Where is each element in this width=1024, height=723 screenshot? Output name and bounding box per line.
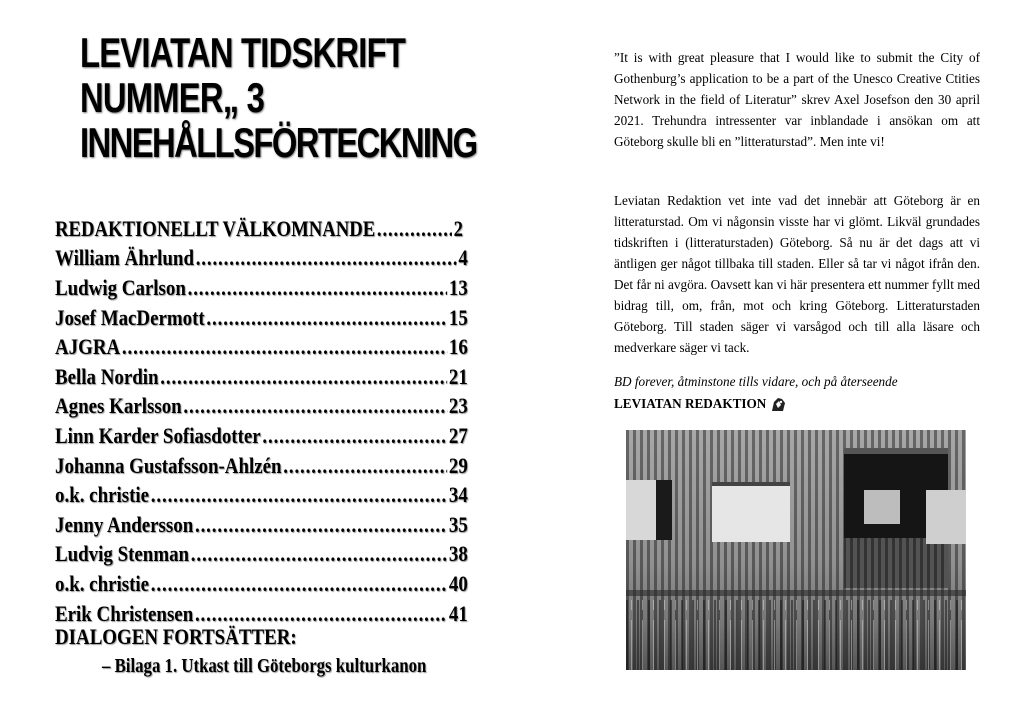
toc-entry-page: 21 [448,363,468,389]
toc-leader-dots [196,245,457,271]
signoff-editors-label: LEVIATAN REDAKTION [614,396,767,411]
toc-entry [55,362,468,392]
toc-entry-title: Ludvig Stenman [55,541,190,567]
toc-entry [55,332,468,362]
page-title [80,29,477,166]
toc-entry-page: 35 [448,511,468,537]
toc-leader-dots [151,482,447,508]
dialog-subheading: – Bilaga 1. Utkast till Göteborgs kulturkanon [102,655,427,677]
toc-entry-title: Josef MacDermott [55,304,205,330]
toc-entry-page: 2 [453,215,463,241]
toc-entry-page: 34 [448,482,468,508]
toc-entry [55,273,468,303]
toc-leader-dots [160,364,447,390]
toc-leader-dots [195,512,447,538]
toc-leader-dots [151,571,447,597]
toc-entry [55,421,468,451]
body-paragraph: Leviatan Redaktion vet inte vad det innebär att Göteborg är en litteraturstad. Om vi någonsin visste har vi glömt. Likväl grundades tidskriften i (litteraturstaden) Göteborg. Så nu är det dags att vi äntligen ger något tillbaka till staden. Eller så tar vi något ifrån den. Det får ni avgöra. Oavsett kan vi här presentera ett nummer fyllt med bidrag till, om, från, mot och kring Göteborg. Litteraturstaden Göteborg. Till staden säger vi varsågod och till alla läsare och medverkare säger vi tack. [614,193,980,355]
toc-entry-page: 27 [448,422,468,448]
table-of-contents [55,214,475,628]
toc-entry [55,480,468,510]
toc-entry-title: AJGRA [55,334,121,360]
intro-paragraph: ”It is with great pleasure that I would like to submit the City of Gothenburg’s application to be a part of the Unesco Creative Ctities Network in the field of Literatur” skrev Axel Josefson den 30 april 2021. Trehundra intressenter var inblandade i ansökan om att Göteborg skulle bli en ”litteraturstad”. Men inte vi! [614,50,980,149]
title-line: LEVIATAN TIDSKRIFT [80,29,406,76]
toc-entry-page: 23 [448,393,468,419]
toc-entry-title: o.k. christie [55,482,150,508]
toc-entry [55,540,468,570]
toc-entry-title: Bella Nordin [55,363,159,389]
toc-entry [55,303,468,333]
toc-entry [55,244,468,274]
toc-entry [55,451,468,481]
toc-entry-title: Agnes Karlsson [55,393,182,419]
toc-entry-page: 41 [448,600,468,626]
toc-entry [55,392,468,422]
toc-entry [55,214,463,244]
toc-entry-title: Erik Christensen [55,600,194,626]
leviatan-logo-icon [770,396,787,412]
toc-entry-page: 16 [448,334,468,360]
toc-leader-dots [188,275,448,301]
toc-entry [55,510,468,540]
toc-entry-page: 40 [448,570,468,596]
toc-leader-dots [283,453,447,479]
toc-entry [55,569,468,599]
toc-leader-dots [377,216,452,242]
toc-leader-dots [262,423,447,449]
toc-entry-page: 38 [448,541,468,567]
toc-leader-dots [191,541,447,567]
title-line: INNEHÅLLSFÖRTECKNING [80,119,477,166]
toc-entry-title: REDAKTIONELLT VÄLKOMNANDE [55,215,376,241]
toc-entry-title: o.k. christie [55,570,150,596]
signoff-italic: BD forever, åtminstone tills vidare, och på återseende [614,374,898,389]
building-facade-photo [626,430,966,670]
toc-leader-dots [122,334,447,360]
toc-entry-page: 4 [458,245,468,271]
toc-leader-dots [206,305,447,331]
toc-entry-title: Linn Karder Sofiasdotter [55,422,261,448]
toc-entry-title: Johanna Gustafsson-Ahlzén [55,452,282,478]
toc-entry-title: William Ährlund [55,245,194,271]
toc-entry-page: 29 [448,452,468,478]
toc-leader-dots [195,601,447,627]
toc-entry-page: 15 [448,304,468,330]
toc-entry-page: 13 [448,274,468,300]
toc-entry-title: Ludwig Carlson [55,274,186,300]
dialog-heading: DIALOGEN FORTSÄTTER: [55,624,297,649]
toc-leader-dots [183,393,447,419]
title-line: NUMMER„ 3 [80,74,265,121]
signoff-editors [614,396,787,412]
toc-entry-title: Jenny Andersson [55,511,194,537]
